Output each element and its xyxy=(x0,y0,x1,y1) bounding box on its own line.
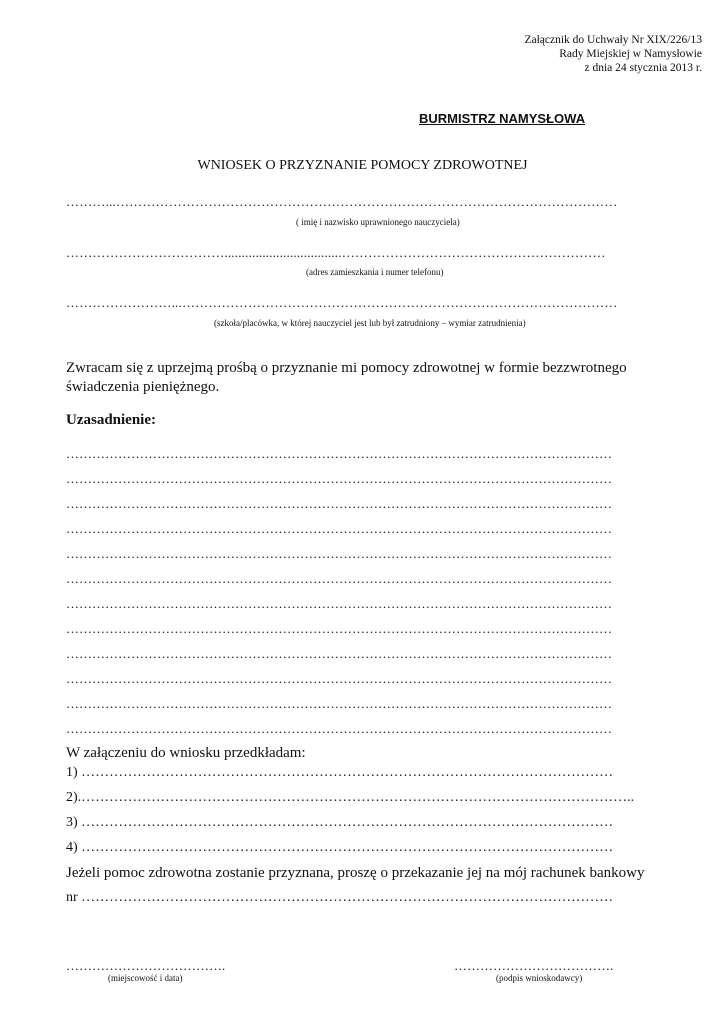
bank-account-field[interactable]: nr …………………………………………………………………………………………………… xyxy=(66,890,614,905)
address-field[interactable]: ………………………………..................................…………………………………………………… xyxy=(66,245,606,260)
place-date-caption: (miejscowość i data) xyxy=(108,973,183,983)
bank-account-text: Jeżeli pomoc zdrowotna zostanie przyznana, proszę o przekazanie jej na mój rachunek bankowy xyxy=(66,865,645,881)
justification-line-9[interactable]: ……………………………………………………………………………………………………………… xyxy=(66,646,612,661)
name-field[interactable]: ………...…………………………………………………………………………………………………… xyxy=(66,194,618,209)
justification-line-3[interactable]: ……………………………………………………………………………………………………………… xyxy=(66,496,612,511)
justification-line-4[interactable]: ……………………………………………………………………………………………………………… xyxy=(66,521,612,536)
request-paragraph: Zwracam się z uprzejmą prośbą o przyznanie mi pomocy zdrowotnej w formie bezzwrotnego świadczenia pieniężnego. xyxy=(66,360,627,395)
name-caption: ( imię i nazwisko uprawnionego nauczyciela) xyxy=(296,217,460,227)
school-field[interactable]: ……………………...……………………………………………………………………………………… xyxy=(66,295,618,310)
attachments-label: W załączeniu do wniosku przedkładam: xyxy=(66,745,306,761)
attachment-item-3[interactable]: 3) …………………………………………………………………………………………………… xyxy=(66,815,614,830)
address-caption: (adres zamieszkania i numer telefonu) xyxy=(306,267,444,277)
justification-label: Uzasadnienie: xyxy=(66,412,156,428)
attachment-item-2[interactable]: 2).……………………………………………………………………………………………………….. xyxy=(66,790,635,805)
attachment-item-1[interactable]: 1) …………………………………………………………………………………………………… xyxy=(66,765,614,780)
justification-line-8[interactable]: ……………………………………………………………………………………………………………… xyxy=(66,621,612,636)
attachment-header-line3: z dnia 24 stycznia 2013 r. xyxy=(584,62,702,74)
justification-line-2[interactable]: ……………………………………………………………………………………………………………… xyxy=(66,471,612,486)
justification-line-5[interactable]: ……………………………………………………………………………………………………………… xyxy=(66,546,612,561)
justification-line-11[interactable]: ……………………………………………………………………………………………………………… xyxy=(66,696,612,711)
signature-field[interactable]: ………………………………. xyxy=(454,958,614,973)
justification-line-1[interactable]: ……………………………………………………………………………………………………………… xyxy=(66,446,612,461)
signature-caption: (podpis wnioskodawcy) xyxy=(496,973,583,983)
attachment-item-4[interactable]: 4) …………………………………………………………………………………………………… xyxy=(66,840,614,855)
justification-line-7[interactable]: ……………………………………………………………………………………………………………… xyxy=(66,596,612,611)
authority-heading: BURMISTRZ NAMYSŁOWA xyxy=(419,111,586,126)
justification-line-12[interactable]: ……………………………………………………………………………………………………………… xyxy=(66,721,612,736)
school-caption: (szkoła/placówka, w której nauczyciel jest lub był zatrudniony – wymiar zatrudnienia) xyxy=(214,318,526,328)
form-title: WNIOSEK O PRZYZNANIE POMOCY ZDROWOTNEJ xyxy=(197,158,528,173)
attachment-header-line2: Rady Miejskiej w Namysłowie xyxy=(559,48,702,60)
place-date-field[interactable]: ………………………………. xyxy=(66,958,226,973)
justification-line-10[interactable]: ……………………………………………………………………………………………………………… xyxy=(66,671,612,686)
justification-line-6[interactable]: ……………………………………………………………………………………………………………… xyxy=(66,571,612,586)
attachment-header-line1: Załącznik do Uchwały Nr XIX/226/13 xyxy=(524,34,702,46)
